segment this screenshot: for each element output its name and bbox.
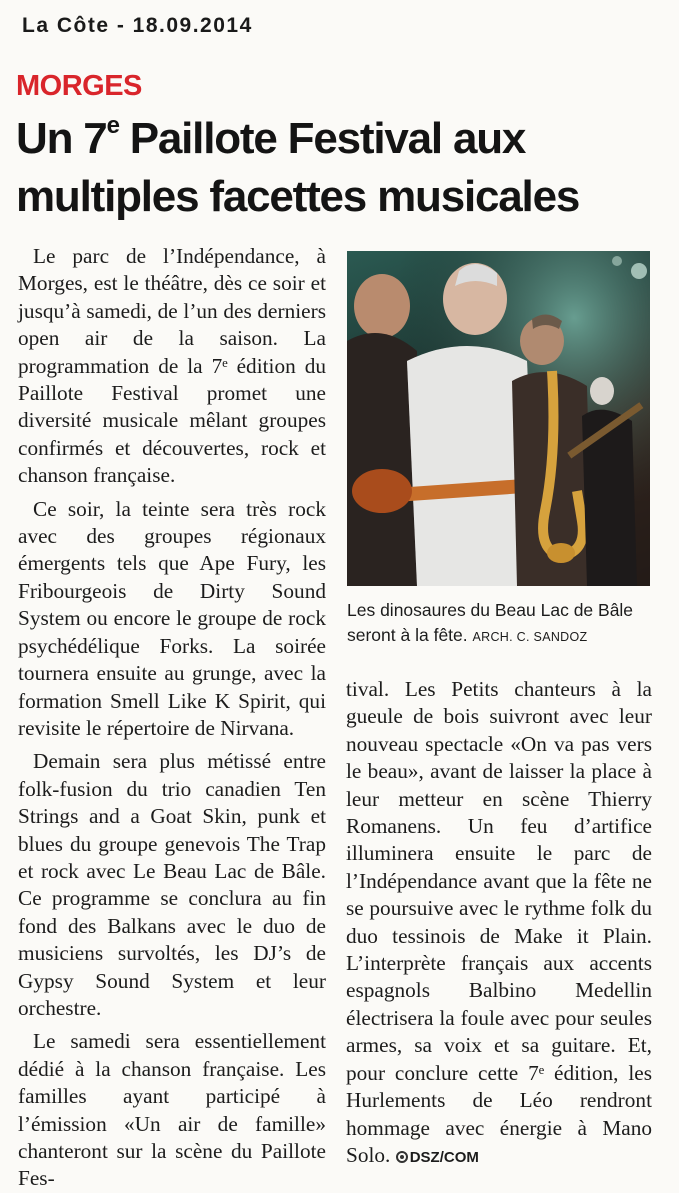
paragraph-4: Le samedi sera essentiellement dédié à la chanson française. Les familles ayant participé à l’émission «Un air de famille» chanteront sur la scène du Paillote Fes-: [18, 1029, 326, 1191]
article-column-1: [18, 243, 326, 1193]
masthead: La Côte - 18.09.2014: [22, 14, 253, 37]
paragraph-1: Le parc de l’Indépendance, à Morges, est le théâtre, dès ce soir et jusqu’à samedi, de l’un des derniers open air de la saison. La programmation de la 7ᵉ édition du Paillote Festival promet une diversité musicale mêlant groupes confirmés et découvertes, rock et chanson française.: [18, 244, 326, 488]
photo-caption: [347, 598, 653, 650]
paragraph-3: Demain sera plus métissé entre folk-fusion du trio canadien Ten Strings and a Goat Skin, punk et blues du groupe genevois The Trap et rock avec Le Beau Lac de Bâle. Ce programme se conclura au fin fond des Balkans avec le duo de musiciens survoltés, les DJ’s de Gypsy Sound System et leur orchestre.: [18, 749, 326, 1020]
author-signature: [396, 1149, 479, 1166]
headline-part2: Paillote Festival aux multiples facettes musicales: [16, 114, 580, 221]
paragraph-2: Ce soir, la teinte sera très rock avec des groupes régionaux émergents tels que Ape Fury, les Fribourgeois de Dirty Sound System ou encore le groupe de rock psychédélique Forks. La soirée tournera ensuite au grunge, avec la formation Smell Like K Spirit, qui revisite le répertoire de Nirvana.: [18, 496, 326, 740]
headline: [16, 110, 671, 226]
signature-icon: [396, 1151, 408, 1163]
headline-part1: Un 7: [16, 114, 107, 163]
signature-text: DSZ/COM: [409, 1148, 479, 1166]
caption-text: Les dinosaures du Beau Lac de Bâle seront à la fête.: [347, 600, 634, 645]
band-photo: [347, 251, 650, 586]
band-photo-illustration: [347, 251, 650, 586]
paragraph-5-text: tival. Les Petits chanteurs à la gueule de bois suivront avec leur nouveau spectacle «On va pas vers le beau», avant de laisser la place à leur metteur en scène Thierry Romanens. Un feu d’artifice illuminera ensuite le parc de l’Indépendance avant que la fête ne se poursuive avec le rythme folk du duo tessinois de Make it Plain. L’interprète français aux accents espagnols Balbino Medellin électrisera la foule avec pour seules armes, sa voix et sa guitare. Et, pour conclure cette 7ᵉ édition, les Hurlements de Léo rendront hommage avec énergie à Mano Solo.: [346, 677, 652, 1167]
photo-credit: ARCH. C. SANDOZ: [472, 630, 588, 644]
article-column-2: [346, 676, 652, 1171]
headline-superscript: e: [106, 112, 119, 140]
section-kicker: MORGES: [16, 70, 142, 102]
paragraph-5: [346, 676, 652, 1171]
